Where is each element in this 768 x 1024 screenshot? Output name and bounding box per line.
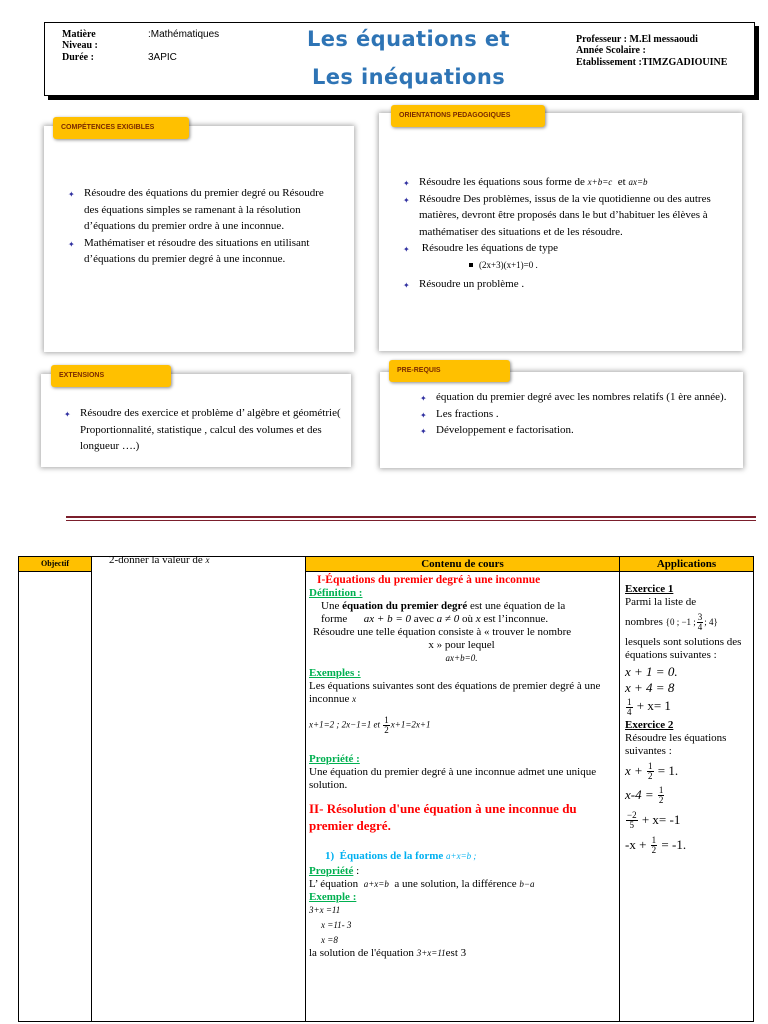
column-rule bbox=[305, 557, 306, 1021]
applications-content bbox=[625, 583, 751, 858]
diamond-bullet-icon: ✦ bbox=[403, 245, 410, 254]
example-step: x =11- 3 bbox=[321, 920, 352, 930]
page-title-line2: Les inéquations bbox=[312, 65, 506, 89]
page-title-line1: Les équations et bbox=[307, 27, 510, 51]
diamond-bullet-icon: ✦ bbox=[420, 394, 427, 403]
annee-scolaire: Année Scolaire : bbox=[576, 45, 646, 56]
exemple-label: Exemple : bbox=[309, 891, 357, 903]
propriete2-label: Propriété : bbox=[309, 865, 360, 877]
exercice1-equation: x + 1 = 0. bbox=[625, 664, 678, 679]
definition-line: ax+b=0. bbox=[445, 653, 478, 663]
list-item: ✦ Résoudre des exercice et problème d’ algèbre et géométrie( Proportionnalité, statistique , calcul des volumes et des longueur ….) bbox=[64, 407, 341, 452]
exercice1-set: nombres {0 ; −1 ; $\frac{3}{4}$ ; 4} bbox=[625, 612, 718, 632]
list-item: ✦ Mathématiser et résoudre des situations en utilisant d’équations du premier degré à une inconnue. bbox=[68, 236, 310, 265]
definition-line: forme ax + b = 0 avec a ≠ 0 où x est l’inconnue. bbox=[321, 613, 549, 625]
exercice2-equation: x-4 = $\frac{1}{2}$ bbox=[625, 785, 664, 806]
diamond-bullet-icon: ✦ bbox=[420, 410, 427, 420]
diamond-bullet-icon: ✦ bbox=[403, 179, 410, 188]
definition-line: Une équation du premier degré est une équation de la bbox=[321, 600, 566, 612]
section-divider bbox=[66, 520, 756, 521]
diamond-bullet-icon: ✦ bbox=[403, 195, 410, 205]
list-item: ✦ Résoudre les équations sous forme de x+b=c et ax=b bbox=[419, 174, 731, 191]
list-item: ✦ équation du premier degré avec les nombres relatifs (1 ère année). bbox=[436, 389, 736, 406]
exercice2-equation: $\frac{-2}{5}$ + x= -1 bbox=[627, 810, 681, 831]
lesson-table bbox=[18, 556, 754, 1022]
list-item: (2x+3)(x+1)=0 . bbox=[419, 257, 731, 274]
square-bullet-icon bbox=[469, 263, 473, 267]
diamond-bullet-icon: ✦ bbox=[68, 190, 75, 199]
competences-list bbox=[68, 185, 340, 268]
exercice2-equation: x + $\frac{1}{2}$ = 1. bbox=[625, 761, 679, 782]
exemples-label: Exemples : bbox=[309, 667, 361, 679]
etablissement: Etablissement :TIMZGADIOUINE bbox=[576, 57, 728, 68]
exercice1-equation: $\frac{1}{4}$ + x= 1 bbox=[627, 696, 671, 717]
example-step: 3+x =11 bbox=[309, 905, 341, 915]
diamond-bullet-icon: ✦ bbox=[403, 281, 410, 290]
orientations-list bbox=[403, 174, 731, 293]
exercice2-label: Exercice 2 bbox=[625, 718, 674, 731]
diamond-bullet-icon: ✦ bbox=[68, 239, 75, 249]
propriete2-text: L’ équation a+x=b a une solution, la différence b−a bbox=[309, 878, 535, 890]
example-step: x =8 bbox=[321, 935, 338, 945]
diamond-bullet-icon: ✦ bbox=[420, 427, 427, 436]
exercice2-equation: -x + $\frac{1}{2}$ = -1. bbox=[625, 835, 687, 856]
header-contenu: Contenu de cours bbox=[306, 557, 619, 572]
exercice1-equation: x + 4 = 8 bbox=[625, 680, 675, 695]
propriete-label: Propriété : bbox=[309, 753, 360, 765]
column-rule bbox=[619, 557, 620, 1021]
niveau-label: Niveau : bbox=[62, 40, 98, 51]
exercice1-text: Parmi la liste de bbox=[625, 596, 697, 608]
column-rule bbox=[91, 557, 92, 1021]
prerequis-tag: PRE-REQUIS bbox=[389, 360, 510, 382]
matiere-value: :Mathématiques bbox=[148, 29, 220, 40]
prerequis-list bbox=[420, 389, 736, 439]
course-content bbox=[309, 574, 614, 960]
extensions-tag: EXTENSIONS bbox=[51, 365, 171, 387]
header-objectif: Objectif bbox=[19, 557, 91, 572]
definition-label: Définition : bbox=[309, 587, 363, 599]
header-applications: Applications bbox=[620, 557, 753, 572]
list-item: ✦ Résoudre des équations du premier degré ou Résoudre des équations simples se ramenant à la résolution d’équations du premier ordre à une inconnue. bbox=[68, 187, 324, 232]
definition-line: Résoudre une telle équation consiste à « trouver le nombre bbox=[313, 626, 572, 638]
exemples-text: Les équations suivantes sont des équations de premier degré à une inconnue x bbox=[309, 680, 601, 705]
duree-label: Durée : bbox=[62, 52, 94, 63]
section-heading-1: I-Équations du premier degré à une inconnue bbox=[317, 574, 541, 586]
competences-tag: COMPÉTENCES EXIGIBLES bbox=[53, 117, 189, 139]
list-item: ✦ Résoudre Des problèmes, issus de la vie quotidienne ou des autres matières, devront être proposés dans le but d’habituer les élèves à mathématiser des situations et de les résoudre. bbox=[403, 192, 711, 238]
professeur: Professeur : M.El messaoudi bbox=[576, 34, 698, 45]
section-heading-2: II- Résolution d'une équation à une inconnue du premier degré. bbox=[309, 801, 577, 833]
list-item: ✦ Résoudre un problème . bbox=[419, 276, 731, 293]
exercice2-text: Résoudre les équations suivantes : bbox=[625, 731, 727, 757]
definition-line: x » pour lequel bbox=[428, 639, 495, 651]
exercice1-text: lesquels sont solutions des équations suivantes : bbox=[625, 636, 742, 661]
diamond-bullet-icon: ✦ bbox=[64, 410, 71, 419]
matiere-label: Matière bbox=[62, 29, 96, 40]
list-item: ✦ Développement e factorisation. bbox=[436, 422, 736, 439]
niveau-value: 3APIC bbox=[148, 52, 177, 63]
example-conclusion: la solution de l'équation 3+x=11est 3 bbox=[309, 947, 467, 959]
section-divider bbox=[66, 516, 756, 518]
orientations-tag: ORIENTATIONS PEDAGOGIQUES bbox=[391, 105, 545, 127]
propriete-text: Une équation du premier degré à une inconnue admet une unique solution. bbox=[309, 766, 597, 791]
exercice1-label: Exercice 1 bbox=[625, 583, 674, 595]
list-item: ✦ Les fractions . bbox=[436, 406, 736, 423]
extensions-list bbox=[64, 405, 342, 455]
objectif-text: 2-donner la valeur de x bbox=[109, 554, 210, 566]
subsection-heading: 1) Équations de la forme a+x=b ; bbox=[325, 850, 477, 862]
list-item: ✦ Résoudre les équations de type bbox=[419, 240, 731, 257]
exemples-equations: x+1=2 ; 2x−1=1 et $\frac{1}{2}$ x+1=2x+1 bbox=[309, 715, 431, 735]
